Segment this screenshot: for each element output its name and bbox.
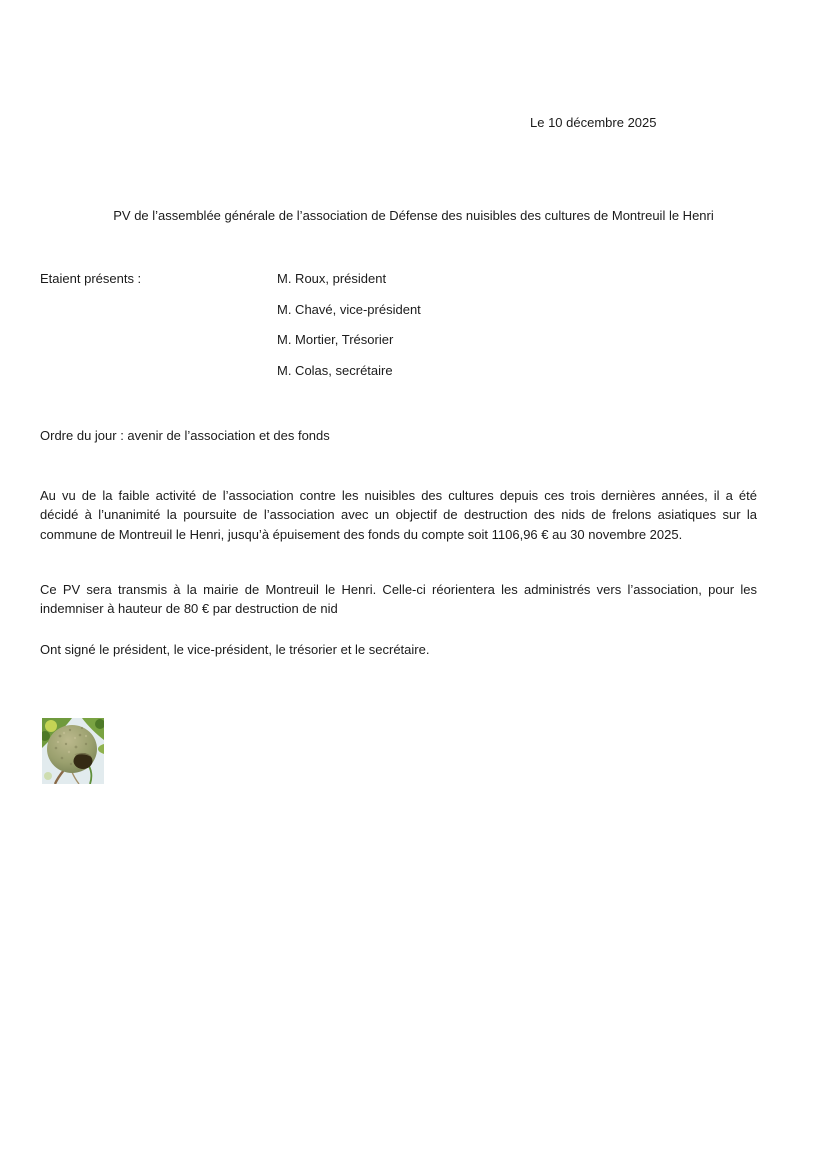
attendee-president: M. Roux, président <box>277 271 387 286</box>
document-title: PV de l’assemblée générale de l’association de Défense des nuisibles des cultures de Montreuil le Henri <box>113 208 714 223</box>
decision-paragraph-line: décidé à l’unanimité la poursuite de l’association avec un objectif de destruction des nids de frelons asiatiques sur la <box>40 507 757 523</box>
agenda-line: Ordre du jour : avenir de l’association et des fonds <box>40 428 330 443</box>
hornet-nest-photo <box>42 718 104 784</box>
attendee-tresorier: M. Mortier, Trésorier <box>277 332 394 348</box>
decision-paragraph <box>40 486 757 544</box>
attendees-label: Etaient présents : <box>40 271 142 286</box>
signature-line: Ont signé le président, le vice-président, le trésorier et le secrétaire. <box>40 642 430 657</box>
hornet-nest-image <box>42 718 104 784</box>
decision-paragraph-line: Au vu de la faible activité de l’association contre les nuisibles des cultures depuis ces trois dernières années, il a été <box>40 488 757 503</box>
transmission-paragraph-line: Ce PV sera transmis à la mairie de Montreuil le Henri. Celle-ci réorientera les administrés vers l’association, pour les <box>40 582 757 597</box>
transmission-paragraph <box>40 580 757 619</box>
attendee-vice-president: M. Chavé, vice-président <box>277 301 421 317</box>
transmission-paragraph-line: indemniser à hauteur de 80 € par destruction de nid <box>40 601 338 617</box>
attendee-secretaire: M. Colas, secrétaire <box>277 363 393 379</box>
attendees-list <box>277 269 421 392</box>
date-line: Le 10 décembre 2025 <box>530 115 657 130</box>
decision-paragraph-line: commune de Montreuil le Henri, jusqu’à épuisement des fonds du compte soit 1106,96 € au 30 novembre 2025. <box>40 526 683 542</box>
